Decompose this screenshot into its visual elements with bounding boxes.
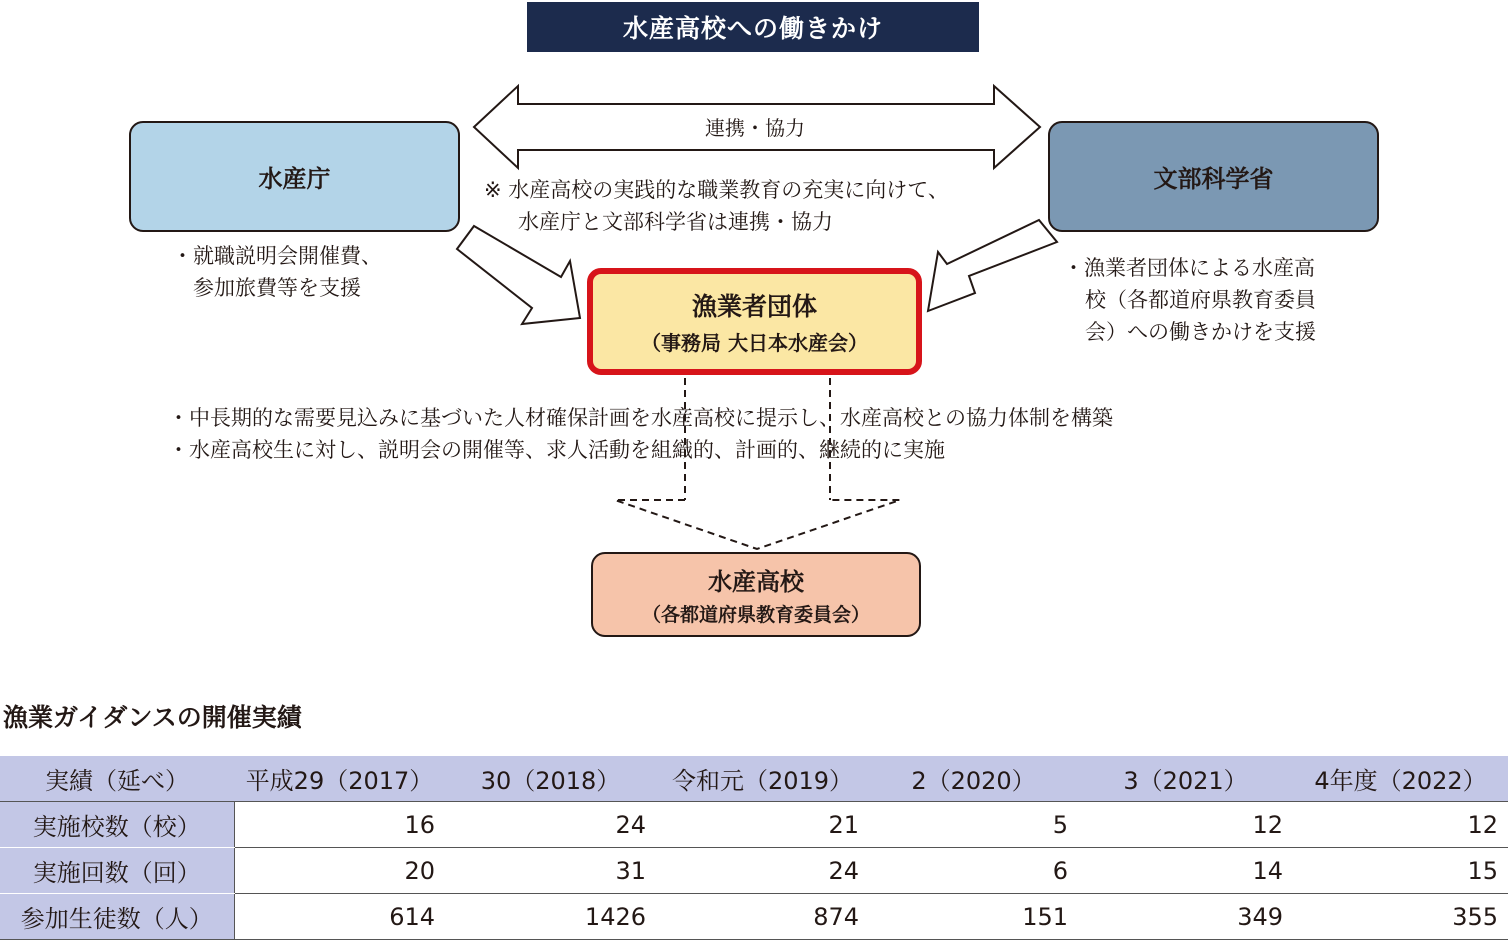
table-cell: 12 <box>1078 802 1293 848</box>
column-header: 4年度（2022） <box>1293 756 1508 802</box>
table-cell: 355 <box>1293 894 1508 940</box>
table-cell: 874 <box>656 894 869 940</box>
school-name: 水産高校 <box>708 568 804 596</box>
organization-sub: （事務局 大日本水産会） <box>641 331 868 355</box>
column-header: 実績（延べ） <box>0 756 234 802</box>
column-header: 2（2020） <box>869 756 1078 802</box>
organization-name: 漁業者団体 <box>691 292 817 321</box>
column-header: 3（2021） <box>1078 756 1293 802</box>
action-line-2: ・水産高校生に対し、説明会の開催等、求人活動を組織的、計画的、継続的に実施 <box>168 438 945 462</box>
row-header: 実施回数（回） <box>0 848 234 894</box>
mext-label: 文部科学省 <box>1153 165 1274 193</box>
results-table <box>0 756 1508 940</box>
mext-box <box>1048 121 1379 232</box>
fisheries-school-box <box>591 552 921 637</box>
fisheries-agency-label: 水産庁 <box>258 165 331 193</box>
column-header: 30（2018） <box>445 756 656 802</box>
school-sub: （各都道府県教育委員会） <box>641 604 870 626</box>
table-row <box>0 894 1508 940</box>
table-cell: 21 <box>656 802 869 848</box>
table-cell: 15 <box>1293 848 1508 894</box>
cooperation-label: 連携・協力 <box>705 116 805 140</box>
fisheries-agency-box <box>129 121 460 232</box>
table-cell: 16 <box>234 802 445 848</box>
table-cell: 12 <box>1293 802 1508 848</box>
table-cell: 349 <box>1078 894 1293 940</box>
table-row <box>0 848 1508 894</box>
mext-support-line-1: ・漁業者団体による水産高 <box>1063 256 1315 280</box>
table-cell: 151 <box>869 894 1078 940</box>
support-arrow-right <box>928 220 1057 311</box>
table-header-row <box>0 756 1508 802</box>
table-cell: 24 <box>445 802 656 848</box>
column-header: 平成29（2017） <box>234 756 445 802</box>
fisheries-support-line-1: ・就職説明会開催費、 <box>172 244 382 268</box>
action-line-1: ・中長期的な需要見込みに基づいた人材確保計画を水産高校に提示し、水産高校との協力体制を構築 <box>168 406 1113 430</box>
table-cell: 20 <box>234 848 445 894</box>
table-cell: 614 <box>234 894 445 940</box>
row-header: 参加生徒数（人） <box>0 894 234 940</box>
mext-support-line-2: 校（各都道府県教育委員 <box>1085 288 1316 312</box>
row-header: 実施校数（校） <box>0 802 234 848</box>
note-line-2: 水産庁と文部科学省は連携・協力 <box>518 210 833 234</box>
table-cell: 31 <box>445 848 656 894</box>
support-arrow-left <box>457 226 580 324</box>
table-row <box>0 802 1508 848</box>
table-cell: 24 <box>656 848 869 894</box>
mext-support-line-3: 会）への働きかけを支援 <box>1085 320 1316 344</box>
table-cell: 14 <box>1078 848 1293 894</box>
fishers-organization-box <box>587 268 922 375</box>
table-title: 漁業ガイダンスの開催実績 <box>3 703 302 732</box>
table-cell: 6 <box>869 848 1078 894</box>
page-title: 水産高校への働きかけ <box>527 2 979 52</box>
table-cell: 1426 <box>445 894 656 940</box>
table-cell: 5 <box>869 802 1078 848</box>
fisheries-support-line-2: 参加旅費等を支援 <box>193 276 361 300</box>
column-header: 令和元（2019） <box>656 756 869 802</box>
note-line-1: ※ 水産高校の実践的な職業教育の充実に向けて、 <box>484 178 949 202</box>
